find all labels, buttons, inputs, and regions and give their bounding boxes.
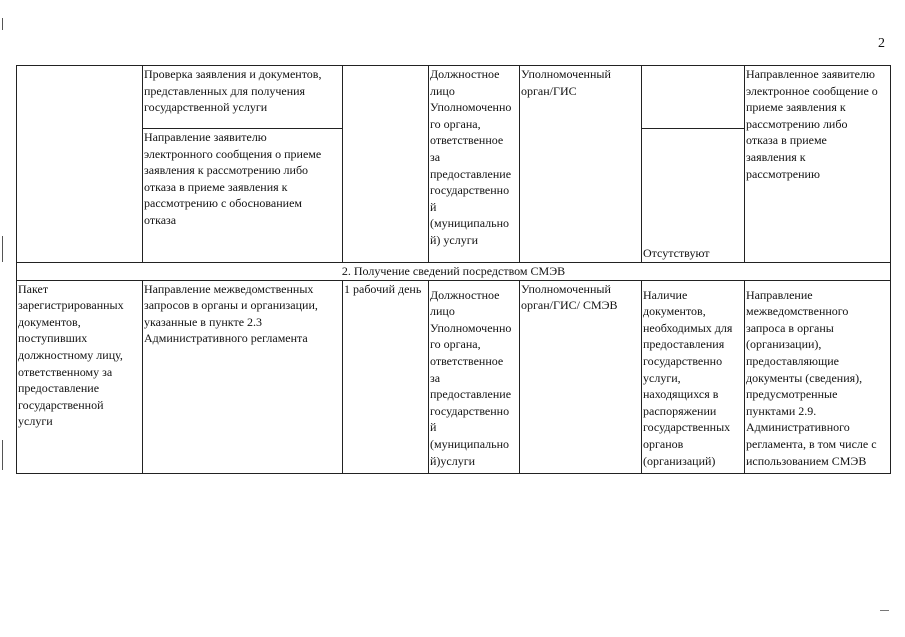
group2-responsible-cell: [429, 280, 520, 473]
group1-action-notify-cell: [143, 129, 343, 263]
group2-basis-text: Пакет зарегистрированных документов, поступивших должностному лицу, ответственному за предоставление государственной услуги: [18, 281, 124, 429]
group1-place-text: Уполномоченный орган/ГИС: [521, 67, 611, 98]
section-title-cell: [17, 263, 891, 281]
group2-place-cell: [520, 280, 642, 473]
group2-action-cell: [143, 280, 343, 473]
group1-duration-cell: [343, 66, 429, 263]
table-row: [17, 280, 891, 473]
section-title: 2. Получение сведений посредством СМЭВ: [341, 264, 566, 278]
group1-place-cell: [520, 66, 642, 263]
group2-duration-text: 1 рабочий день: [344, 281, 422, 296]
table-row: [17, 263, 891, 281]
group2-duration-cell: [343, 280, 429, 473]
bottom-edge-mark: [880, 610, 889, 611]
group1-criteria-top-cell: [642, 66, 745, 129]
group1-basis-cell: [17, 66, 143, 263]
group1-responsible-cell: [429, 66, 520, 263]
group2-result-cell: [745, 280, 891, 473]
group2-responsible-text: Должностное лицо Уполномоченно го органа, ответственное за предоставление государственно й (муниципально й)услуги: [430, 287, 512, 468]
group1-criteria-bottom-cell: [642, 129, 745, 263]
group1-criteria-text: Отсутствуют: [643, 246, 710, 261]
group1-action-check-cell: [143, 66, 343, 129]
procedure-table: [16, 65, 891, 474]
group1-action-check-text: Проверка заявления и документов, представленных для получения государственной услуги: [144, 67, 322, 115]
group2-criteria-cell: [642, 280, 745, 473]
group1-result-text: Направленное заявителю электронное сообщение о приеме заявления к рассмотрению либо отказа в приеме заявления к рассмотрению: [746, 67, 878, 181]
left-margin-mark-top: [2, 18, 3, 30]
group2-result-text: Направление межведомственного запроса в органы (организации), предоставляющие документы (сведения), предусмотренные пунктами 2.9. Административного регламента, в том числе с использованием СМЭВ: [746, 287, 877, 468]
table-row: [17, 66, 891, 129]
group1-result-cell: [745, 66, 891, 263]
group1-action-notify-text: Направление заявителю электронного сообщения о приеме заявления к рассмотрению либо отказа в приеме заявления к рассмотрению с обоснованием отказа: [144, 130, 322, 227]
group1-responsible-text: Должностное лицо Уполномоченно го органа, ответственное за предоставление государственно й (муниципально й) услуги: [430, 67, 512, 247]
group2-action-text: Направление межведомственных запросов в органы и организации, указанные в пункте 2.3 Административного регламента: [144, 281, 318, 346]
group2-criteria-text: Наличие документов, необходимых для предоставления государственно услуги, находящихся в распоряжении государственных органов (организаций): [643, 287, 733, 468]
left-margin-mark-lower: [2, 440, 3, 470]
group2-place-text: Уполномоченный орган/ГИС/ СМЭВ: [521, 281, 618, 313]
page-number: 2: [878, 36, 885, 51]
group2-basis-cell: [17, 280, 143, 473]
left-margin-mark-middle: [2, 236, 3, 262]
